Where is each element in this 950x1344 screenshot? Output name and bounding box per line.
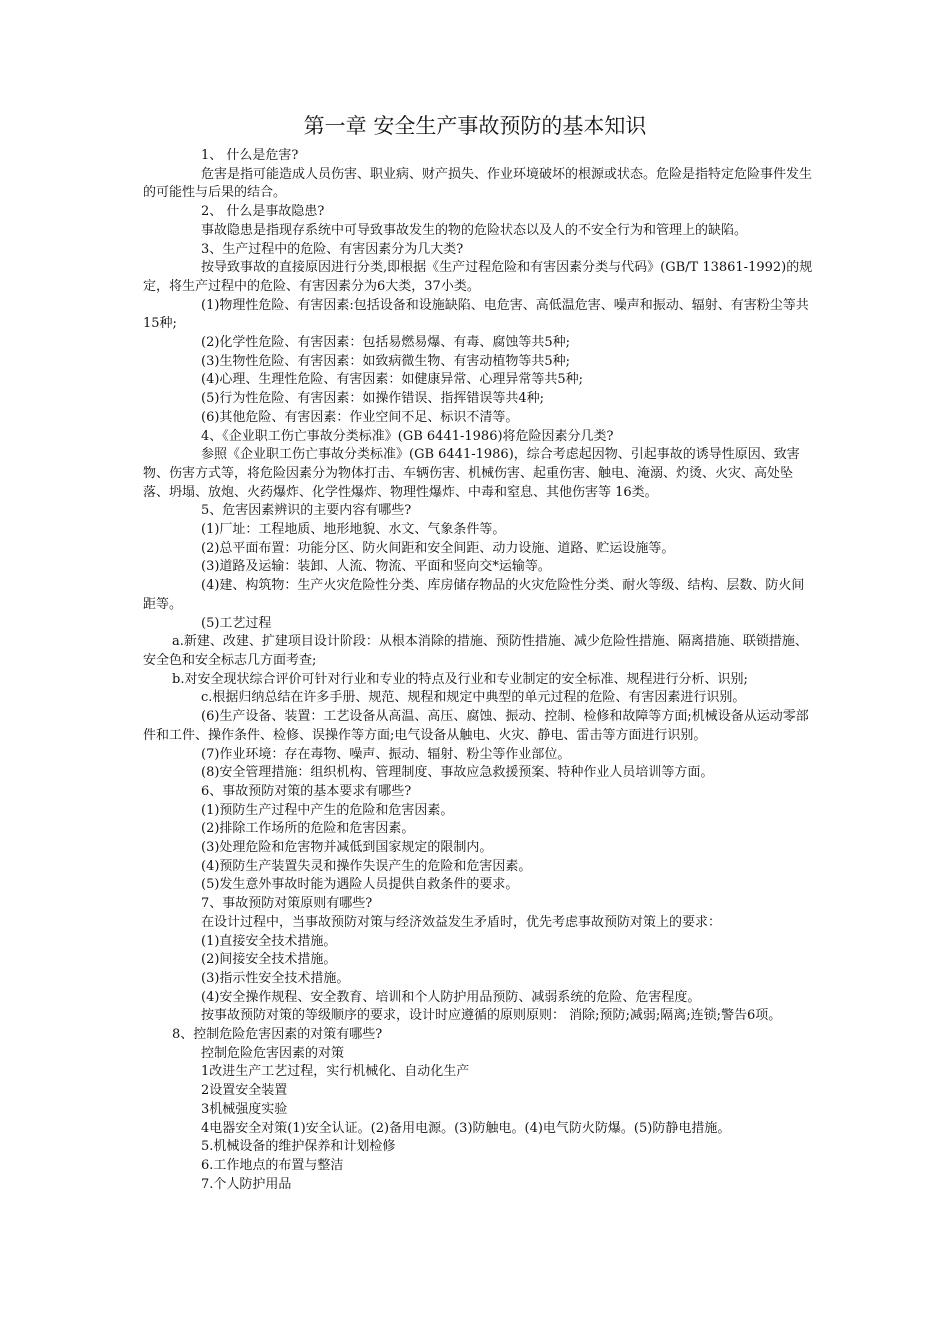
- list-item: (3)处理危险和危害物并减低到国家规定的限制内。: [201, 840, 493, 856]
- list-item: (4)心理、生理性危险、有害因素：如健康异常、心理异常等共5种;: [201, 372, 584, 388]
- question-3: 3、生产过程中的危险、有害因素分为几大类?: [201, 241, 464, 257]
- list-item: (1)厂址：工程地质、地形地貌、水文、气象条件等。: [201, 522, 506, 538]
- list-item: 5.机械设备的维护保养和计划检修: [201, 1139, 396, 1155]
- document-body: [143, 147, 813, 1194]
- list-item: (4)安全操作规程、安全教育、培训和个人防护用品预防、减弱系统的危险、危害程度。: [201, 989, 701, 1005]
- list-item: (2)化学性危险、有害因素：包括易燃易爆、有毒、腐蚀等共5种;: [201, 335, 571, 351]
- list-item: 1改进生产工艺过程，实行机械化、自动化生产: [201, 1064, 470, 1080]
- list-item: (1)预防生产过程中产生的危险和危害因素。: [201, 802, 454, 818]
- list-item: 2设置安全装置: [201, 1083, 288, 1099]
- list-item: (1)物理性危险、有害因素:包括设备和设施缺陷、电危害、高低温危害、噪声和振动、辐射、有害粉尘等共15种;: [143, 297, 809, 332]
- list-item: (8)安全管理措施：组织机构、管理制度、事故应急救援预案、特种作业人员培训等方面。: [201, 765, 714, 781]
- list-item: (2)总平面布置：功能分区、防火间距和安全间距、动力设施、道路、贮运设施等。: [201, 540, 675, 556]
- question-8: 8、控制危险危害因素的对策有哪些?: [172, 1027, 383, 1043]
- chapter-title: 第一章 安全生产事故预防的基本知识: [303, 114, 647, 138]
- list-item: (3)指示性安全技术措施。: [201, 970, 350, 986]
- list-item: (6)其他危险、有害因素：作业空间不足、标识不清等。: [201, 409, 519, 425]
- answer-2: 事故隐患是指现存系统中可导致事故发生的物的危险状态以及人的不安全行为和管理上的缺陷。: [201, 222, 748, 238]
- list-item: (4)预防生产装置失灵和操作失误产生的危险和危害因素。: [201, 858, 532, 874]
- list-item: (2)排除工作场所的危险和危害因素。: [201, 821, 415, 837]
- answer-7-principles: 按事故预防对策的等级顺序的要求，设计时应遵循的原则原则： 消除;预防;减弱;隔离;连锁;警告6项。: [201, 1008, 782, 1024]
- question-2: 2、 什么是事故隐患?: [201, 204, 325, 220]
- list-item: (7)作业环境：存在毒物、噪声、振动、辐射、粉尘等作业部位。: [201, 746, 571, 762]
- answer-1: 危害是指可能造成人员伤害、职业病、财产损失、作业环境破坏的根源或状态。危险是指特定危险事件发生的可能性与后果的结合。: [143, 166, 813, 201]
- list-item: (3)生物性危险、有害因素：如致病微生物、有害动植物等共5种;: [201, 353, 571, 369]
- question-4: 4、《企业职工伤亡事故分类标准》(GB 6441-1986)将危险因素分几类?: [201, 428, 614, 444]
- list-item: (4)建、构筑物：生产火灾危险性分类、库房储存物品的火灾危险性分类、耐火等级、结构、层数、防火间距等。: [143, 578, 805, 612]
- question-6: 6、事故预防对策的基本要求有哪些?: [201, 783, 412, 799]
- list-item: (3)道路及运输：装卸、人流、物流、平面和竖向交*运输等。: [201, 559, 551, 575]
- list-item: (6)生产设备、装置：工艺设备从高温、高压、腐蚀、振动、控制、检修和故障等方面;机械设备从运动零部件和工件、操作条件、检修、误操作等方面;电气设备从触电、火灾、静电、雷击等方面进行识别。: [143, 709, 809, 743]
- list-item: (1)直接安全技术措施。: [201, 933, 337, 949]
- list-item: (5)发生意外事故时能为遇险人员提供自救条件的要求。: [201, 877, 519, 893]
- list-item: (2)间接安全技术措施。: [201, 952, 337, 968]
- answer-4: 参照《企业职工伤亡事故分类标准》(GB 6441-1986)，综合考虑起因物、引起事故的诱导性原因、致害物、伤害方式等，将危险因素分为物体打击、车辆伤害、机械伤害、起重伤害、触电、淹溺、灼烫、火灾、高处坠落、坍塌、放炮、火药爆炸、化学性爆炸、物理性爆炸、中毒和窒息、其他伤害等 16类。: [143, 447, 800, 500]
- list-item: 6.工作地点的布置与整洁: [201, 1157, 344, 1173]
- sub-item-a: a.新建、改建、扩建项目设计阶段：从根本消除的措施、预防性措施、减少危险性措施、隔离措施、联锁措施、安全色和安全标志几方面考查;: [143, 634, 808, 668]
- sub-item-b: b.对安全现状综合评价可针对行业和专业的特点及行业和专业制定的安全标准、规程进行分析、识别;: [172, 671, 748, 687]
- question-5: 5、危害因素辨识的主要内容有哪些?: [201, 503, 412, 519]
- answer-8-heading: 控制危险危害因素的对策: [201, 1045, 345, 1061]
- list-item: 3机械强度实验: [201, 1101, 288, 1117]
- question-1: 1、 什么是危害?: [201, 148, 299, 163]
- answer-7: 在设计过程中，当事故预防对策与经济效益发生矛盾时，优先考虑事故预防对策上的要求：: [201, 914, 722, 930]
- list-item: (5)工艺过程: [201, 615, 272, 631]
- answer-3: 按导致事故的直接原因进行分类,即根据《生产过程危险和有害因素分类与代码》(GB/T 13861-1992)的规定，将生产过程中的危险、有害因素分为6大类，37小类。: [143, 260, 813, 294]
- sub-item-c: c.根据归纳总结在许多手册、规范、规程和规定中典型的单元过程的危险、有害因素进行识别。: [201, 690, 746, 706]
- list-item: (5)行为性危险、有害因素：如操作错误、指挥错误等共4种;: [201, 391, 545, 407]
- question-7: 7、事故预防对策原则有哪些?: [201, 896, 373, 912]
- list-item: 4电器安全对策(1)安全认证。(2)备用电源。(3)防触电。(4)电气防火防爆。(5)防静电措施。: [201, 1120, 731, 1136]
- list-item: 7.个人防护用品: [201, 1176, 292, 1192]
